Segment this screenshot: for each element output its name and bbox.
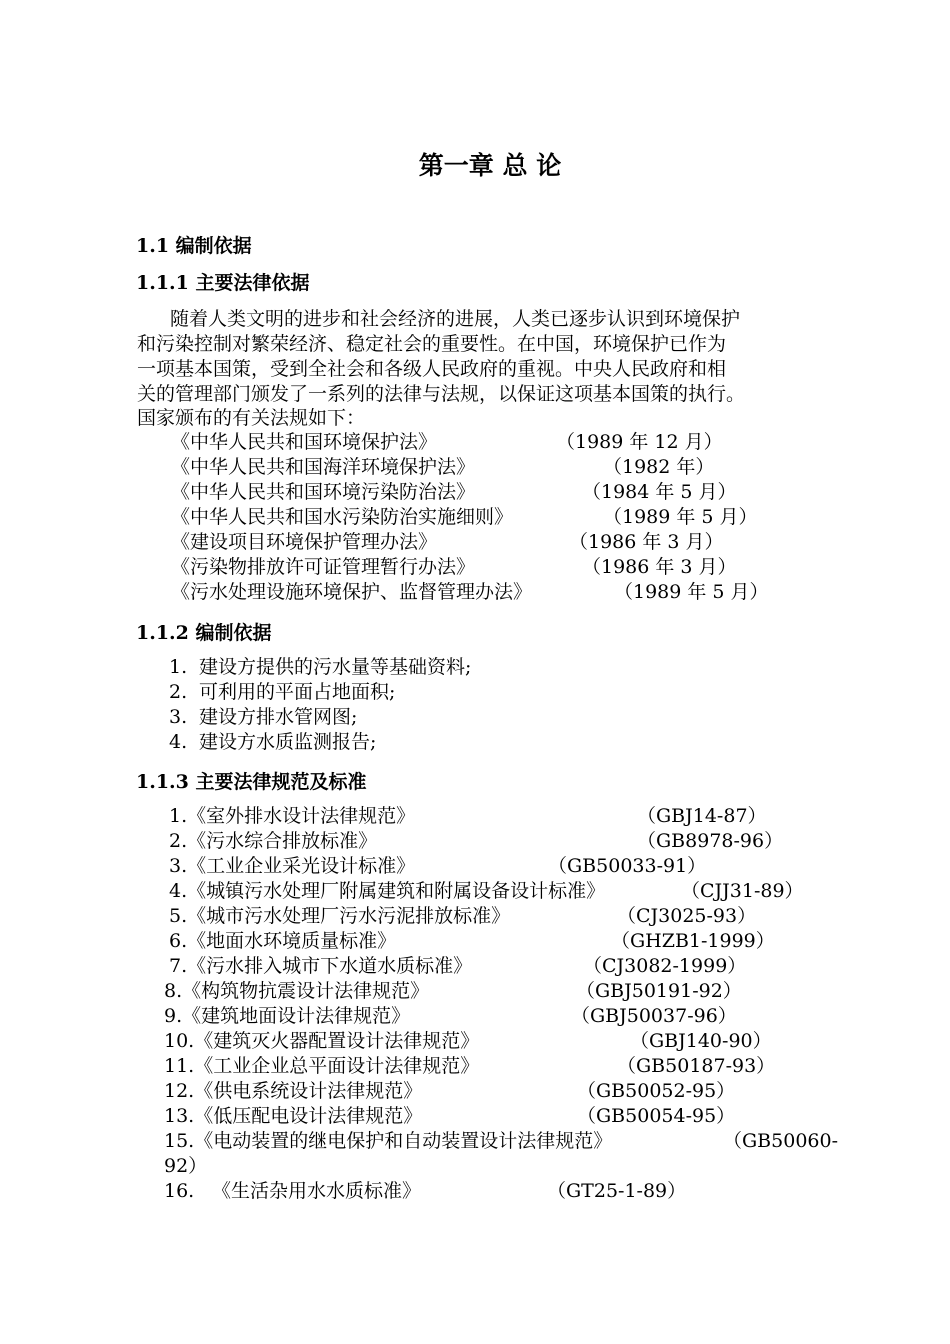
standard-name: 《电动装置的继电保护和自动装置设计法律规范》 [194,1130,613,1152]
standard-item [169,879,605,904]
standard-num: 4. [169,880,188,902]
standard-code: （GB50052-95） [577,1080,736,1102]
basis-item: 建设方提供的污水量等基础资料; [199,656,472,678]
standard-code: （CJ3082-1999） [583,955,747,977]
standard-code: （GHZB1-1999） [611,930,775,952]
basis-item: 建设方排水管网图; [199,706,358,728]
section-heading-1-1-1: 1.1.1 主要法律依据 [136,272,310,294]
law-title: 《中华人民共和国海洋环境保护法》 [171,456,476,478]
standard-code: （GB50060- [723,1130,839,1152]
standard-item [169,804,415,829]
standard-name: 《污水综合排放标准》 [187,830,378,852]
standard-name: 《工业企业采光设计标准》 [187,855,416,877]
standard-item [164,1054,479,1079]
law-date: （1986 年 3 月） [569,531,724,553]
standard-name: 《低压配电设计法律规范》 [194,1105,423,1127]
standard-item [169,854,415,879]
law-title: 《中华人民共和国环境污染防治法》 [171,481,476,503]
standard-item [164,1029,479,1054]
standard-name: 《城市污水处理厂污水污泥排放标准》 [187,905,511,927]
basis-num: 2. [169,681,188,703]
standard-num: 16. [164,1180,195,1202]
standard-code: （CJ3025-93） [617,905,757,927]
law-title: 《中华人民共和国环境保护法》 [171,431,438,453]
standard-num: 3. [169,855,188,877]
intro-line-1: 随着人类文明的进步和社会经济的进展，人类已逐步认识到环境保护 [170,308,741,330]
intro-line-2: 和污染控制对繁荣经济、稳定社会的重要性。在中国，环境保护已作为 [137,333,727,355]
law-date: （1989 年 5 月） [603,506,758,528]
law-date: （1986 年 3 月） [582,556,737,578]
standard-num: 11. [164,1055,195,1077]
standard-item [169,929,396,954]
standard-code: （GB50033-91） [548,855,707,877]
standard-num: 12. [164,1080,195,1102]
standard-item [169,904,510,929]
law-date: （1989 年 12 月） [556,431,723,453]
standard-code: （GBJ140-90） [630,1030,772,1052]
standard-code-continuation: 92） [164,1155,208,1177]
basis-item: 可利用的平面占地面积; [199,681,396,703]
standard-num: 10. [164,1030,195,1052]
standard-item [169,829,377,854]
standard-code: （GBJ50191-92） [576,980,742,1002]
standard-num: 9. [164,1005,183,1027]
standard-name: 《室外排水设计法律规范》 [187,805,416,827]
standard-code: （GBJ50037-96） [571,1005,737,1027]
standard-item [164,1129,612,1154]
standard-item [164,1079,422,1104]
standard-name: 《建筑灭火器配置设计法律规范》 [194,1030,480,1052]
standard-num: 1. [169,805,188,827]
basis-num: 3. [169,706,188,728]
standard-code: （GB8978-96） [637,830,784,852]
standard-name: 《生活杂用水水质标准》 [212,1180,422,1202]
standard-name: 《建筑地面设计法律规范》 [182,1005,411,1027]
basis-num: 1. [169,656,188,678]
basis-item: 建设方水质监测报告; [199,731,377,753]
intro-line-3: 一项基本国策，受到全社会和各级人民政府的重视。中央人民政府和相 [137,358,727,380]
standard-code: （GT25-1-89） [547,1180,687,1202]
standard-num: 13. [164,1105,195,1127]
standard-num: 8. [164,980,183,1002]
standard-num: 7. [169,955,188,977]
law-title: 《污水处理设施环境保护、监督管理办法》 [171,581,533,603]
standard-num: 6. [169,930,188,952]
standard-num: 2. [169,830,188,852]
standard-num: 5. [169,905,188,927]
standard-item [169,954,472,979]
law-title: 《中华人民共和国水污染防治实施细则》 [171,506,514,528]
law-date: （1984 年 5 月） [582,481,737,503]
standard-name: 《供电系统设计法律规范》 [194,1080,423,1102]
standard-name: 《地面水环境质量标准》 [187,930,397,952]
law-date: （1982 年） [603,456,715,478]
standard-item [164,1104,422,1129]
law-date: （1989 年 5 月） [614,581,769,603]
standard-code: （GB50054-95） [577,1105,736,1127]
standard-item [164,979,429,1004]
intro-line-5: 国家颁布的有关法规如下： [137,407,366,429]
standard-name: 《污水排入城市下水道水质标准》 [187,955,473,977]
standard-name: 《构筑物抗震设计法律规范》 [182,980,430,1002]
standard-item [164,1004,410,1029]
law-title: 《污染物排放许可证管理暂行办法》 [171,556,476,578]
section-heading-1-1: 1.1 编制依据 [136,235,252,257]
standard-name: 《工业企业总平面设计法律规范》 [194,1055,480,1077]
standard-code: （GB50187-93） [617,1055,776,1077]
intro-line-4: 关的管理部门颁发了一系列的法律与法规，以保证这项基本国策的执行。 [137,383,746,405]
law-title: 《建设项目环境保护管理办法》 [171,531,438,553]
standard-code: （CJJ31-89） [681,880,804,902]
section-heading-1-1-3: 1.1.3 主要法律规范及标准 [136,771,367,793]
standard-num: 15. [164,1130,195,1152]
chapter-title: 第一章 总 论 [418,151,562,180]
standard-code: （GBJ14-87） [637,805,767,827]
section-heading-1-1-2: 1.1.2 编制依据 [136,622,272,644]
standard-name: 《城镇污水处理厂附属建筑和附属设备设计标准》 [187,880,606,902]
basis-num: 4. [169,731,188,753]
